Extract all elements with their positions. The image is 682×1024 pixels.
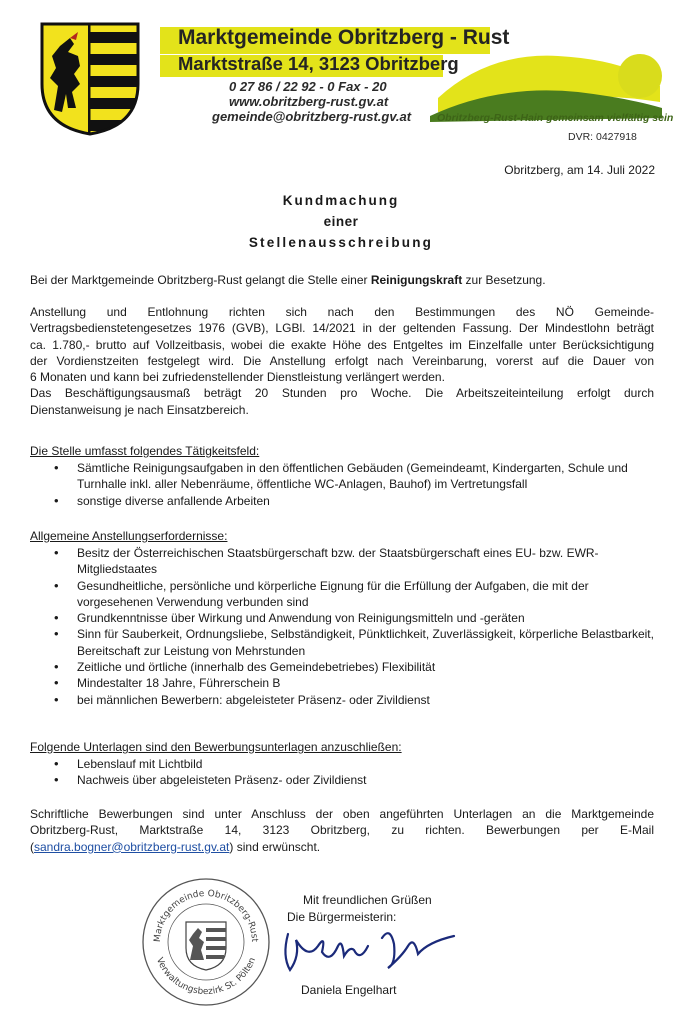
intro-text-end: zur Besetzung.	[462, 273, 546, 287]
requirements-list	[30, 545, 660, 708]
list-item: • Besitz der Österreichischen Staatsbürgerschaft bzw. der Staatsbürgerschaft eines EU- bzw. EWR-Mitgliedstaates	[30, 545, 660, 578]
contact-email: gemeinde@obritzberg-rust.gv.at	[212, 109, 412, 124]
stamp-top-text: Marktgemeinde Obritzberg-Rust	[152, 888, 260, 943]
application-line: Schriftliche Bewerbungen sind unter Anschluss der oben angeführten Unterlagen an die Marktgemeinde	[30, 807, 654, 821]
mayor-role: Die Bürgermeisterin:	[287, 910, 397, 924]
handwritten-signature	[278, 916, 458, 978]
title-stellenausschreibung: Stellenausschreibung	[248, 235, 434, 250]
application-line-end: ) sind erwünscht.	[229, 839, 321, 854]
application-paragraph	[30, 806, 654, 855]
official-stamp	[140, 876, 272, 1008]
list-item: • Sämtliche Reinigungsaufgaben in den öffentlichen Gebäuden (Gemeindeamt, Kindergarten, Schule und Turnhalle inkl. aller Nebenräume, öffentliche WC-Anlagen, Bauhof) im Vertretungsfall	[30, 460, 660, 493]
list-item: • bei männlichen Bewerbern: abgeleisteter Präsenz- oder Zivildienst	[30, 692, 660, 708]
employment-terms	[30, 304, 654, 418]
municipality-address: Marktstraße 14, 3123 Obritzberg	[178, 53, 459, 74]
intro-paragraph	[30, 272, 546, 288]
document-date: Obritzberg, am 14. Juli 2022	[504, 163, 655, 177]
hours-line: Das Beschäftigungsausmaß beträgt 20 Stunden pro Woche. Die Arbeitszeiteinteilung erfolgt durch	[30, 386, 654, 401]
position-title: Reinigungskraft	[370, 273, 463, 287]
title-kundmachung: Kundmachung	[282, 193, 400, 208]
terms-line: Anstellung und Entlohnung richten sich nach den Bestimmungen des NÖ Gemeinde-	[30, 305, 654, 319]
application-line: Obritzberg-Rust, Marktstraße 14, 3123 Obritzberg, zu richten. Bewerbungen per E-Mail	[30, 823, 654, 838]
terms-line: ca. 1.780,- brutto auf Vollzeitbasis, wobei die exakte Höhe des Entgeltes im Einzelfalle unter Berücksichtigung	[30, 337, 654, 352]
hours-line: Dienstanweisung je nach Einsatzbereich.	[30, 402, 249, 417]
stamp-bottom-text: Verwaltungsbezirk St. Pölten	[153, 956, 259, 998]
requirements-heading: Allgemeine Anstellungserfordernisse:	[30, 529, 228, 543]
list-item: • Gesundheitliche, persönliche und körperliche Eignung für die Erfüllung der Aufgaben, die mit der vorgesehenen Verwendung verbunden sind	[30, 578, 660, 611]
phone-fax: 0 27 86 / 22 92 - 0 Fax - 20	[229, 79, 387, 94]
intro-text: Bei der Marktgemeinde Obritzberg-Rust gelangt die Stelle einer	[30, 273, 371, 287]
terms-line: Vertragsbedienstetengesetzes 1976 (GVB), LGBl. 14/2021 in der geltenden Fassung. Der Mindestlohn beträgt	[30, 321, 654, 336]
list-item: • Nachweis über abgeleisteten Präsenz- oder Zivildienst	[30, 772, 660, 788]
terms-line: der Vordienstzeiten festgelegt wird. Die Anstellung erfolgt nach Vereinbarung, vorerst auf die Dauer von	[30, 353, 654, 368]
application-email-link[interactable]: sandra.bogner@obritzberg-rust.gv.at	[34, 839, 230, 854]
signer-name: Daniela Engelhart	[301, 983, 397, 997]
application-line	[30, 839, 654, 855]
coat-of-arms-logo	[40, 22, 140, 136]
slogan: Obritzberg-Rust-Hain gemeinsam vielfältig sein	[437, 112, 674, 124]
title-einer: einer	[323, 214, 359, 229]
list-item: • sonstige diverse anfallende Arbeiten	[30, 493, 660, 509]
municipality-name: Marktgemeinde Obritzberg - Rust	[178, 26, 510, 49]
documents-list	[30, 756, 660, 789]
list-item: • Grundkenntnisse über Wirkung und Anwendung von Reinigungsmitteln und -geräten	[30, 610, 660, 626]
tasks-heading: Die Stelle umfasst folgendes Tätigkeitsfeld:	[30, 444, 260, 458]
tasks-list	[30, 460, 660, 509]
terms-line: 6 Monaten und kann bei zufriedenstellender Dienstleistung verlängert werden.	[30, 370, 445, 385]
list-item: • Sinn für Sauberkeit, Ordnungsliebe, Selbständigkeit, Pünktlichkeit, Zuverlässigkeit, körperliche Belastbarkeit, Bereitschaft zur Leistung von Mehrstunden	[30, 626, 660, 659]
list-item: • Mindestalter 18 Jahre, Führerschein B	[30, 675, 660, 691]
documents-heading: Folgende Unterlagen sind den Bewerbungsunterlagen anzuschließen:	[30, 740, 402, 754]
website: www.obritzberg-rust.gv.at	[229, 94, 389, 109]
list-item: • Lebenslauf mit Lichtbild	[30, 756, 660, 772]
paren-open: (	[30, 839, 34, 854]
list-item: • Zeitliche und örtliche (innerhalb des Gemeindebetriebes) Flexibilität	[30, 659, 660, 675]
closing-greeting: Mit freundlichen Grüßen	[303, 893, 432, 907]
dvr-number: DVR: 0427918	[568, 131, 637, 143]
